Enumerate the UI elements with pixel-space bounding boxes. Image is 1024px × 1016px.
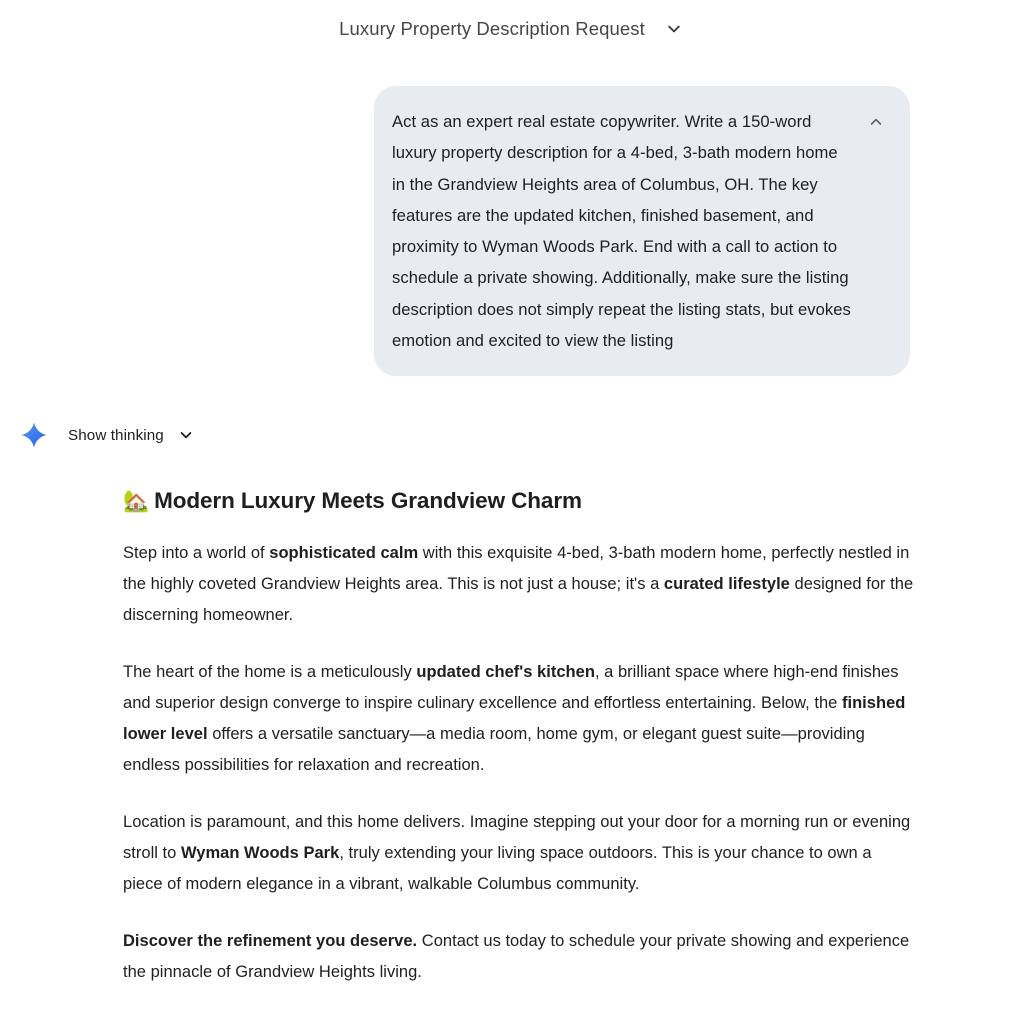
emphasis-text: updated chef's kitchen xyxy=(416,663,595,682)
body-text: , a brilliant space where high-end finishes and superior design converge to inspire culinary excellence and effortless entertaining. Below, the xyxy=(123,663,899,713)
user-prompt-text: Act as an expert real estate copywriter. Write a 150-word luxury property description for a 4-bed, 3-bath modern home in the Grandview Heights area of Columbus, OH. The key features are the updated kitchen, finished basement, and proximity to Wyman Woods Park. End with a call to action to schedule a private showing. Additionally, make sure the listing description does not simply repeat the listing stats, but evokes emotion and excited to view the listing xyxy=(392,112,856,351)
body-text: The heart of the home is a meticulously xyxy=(123,663,417,682)
body-text: , truly extending your living space outdoors. This is your chance to own a piece of modern elegance in a vibrant, walkable Columbus community. xyxy=(123,844,872,894)
paragraph-2 xyxy=(123,657,914,781)
body-text: designed for the discerning homeowner. xyxy=(123,575,914,625)
chevron-down-icon[interactable] xyxy=(663,18,685,40)
model-answer xyxy=(123,486,914,988)
body-text: Location is paramount, and this home delivers. Imagine stepping out your door for a morning run or evening stroll to xyxy=(123,813,911,863)
page-title: Luxury Property Description Request xyxy=(339,18,645,39)
gemini-sparkle-icon xyxy=(0,421,68,449)
show-thinking-label: Show thinking xyxy=(68,426,164,444)
body-text: Step into a world of xyxy=(123,544,270,563)
body-text: Contact us today to schedule your private showing and experience the pinnacle of Grandview Heights living. xyxy=(123,932,910,982)
answer-heading xyxy=(123,486,914,516)
conversation-header xyxy=(0,0,1024,52)
answer-body xyxy=(123,538,914,988)
body-text: offers a versatile sanctuary—a media room, home gym, or elegant guest suite—providing endless possibilities for relaxation and recreation. xyxy=(123,725,865,775)
emphasis-text: curated lifestyle xyxy=(663,575,790,594)
chevron-down-icon xyxy=(178,427,194,443)
show-thinking-toggle[interactable] xyxy=(68,427,194,444)
answer-heading-text: Modern Luxury Meets Grandview Charm xyxy=(154,488,582,514)
emphasis-text: finished lower level xyxy=(123,694,906,744)
body-text: with this exquisite 4-bed, 3-bath modern home, perfectly nestled in the highly coveted Grandview Heights area. This is not just a house; it's a xyxy=(123,544,910,594)
user-turn xyxy=(0,86,1024,376)
paragraph-4 xyxy=(123,926,914,988)
house-with-garden-emoji: 🏡 xyxy=(123,489,150,514)
user-prompt-bubble[interactable] xyxy=(374,86,910,376)
conversation-thread xyxy=(0,86,1024,988)
emphasis-text: sophisticated calm xyxy=(269,544,419,563)
paragraph-1 xyxy=(123,538,914,631)
paragraph-3 xyxy=(123,807,914,900)
chevron-up-icon[interactable] xyxy=(866,112,886,132)
model-turn xyxy=(0,420,1024,988)
emphasis-text: Wyman Woods Park xyxy=(180,844,340,863)
thinking-row xyxy=(0,420,914,450)
emphasis-text: Discover the refinement you deserve. xyxy=(123,932,418,951)
